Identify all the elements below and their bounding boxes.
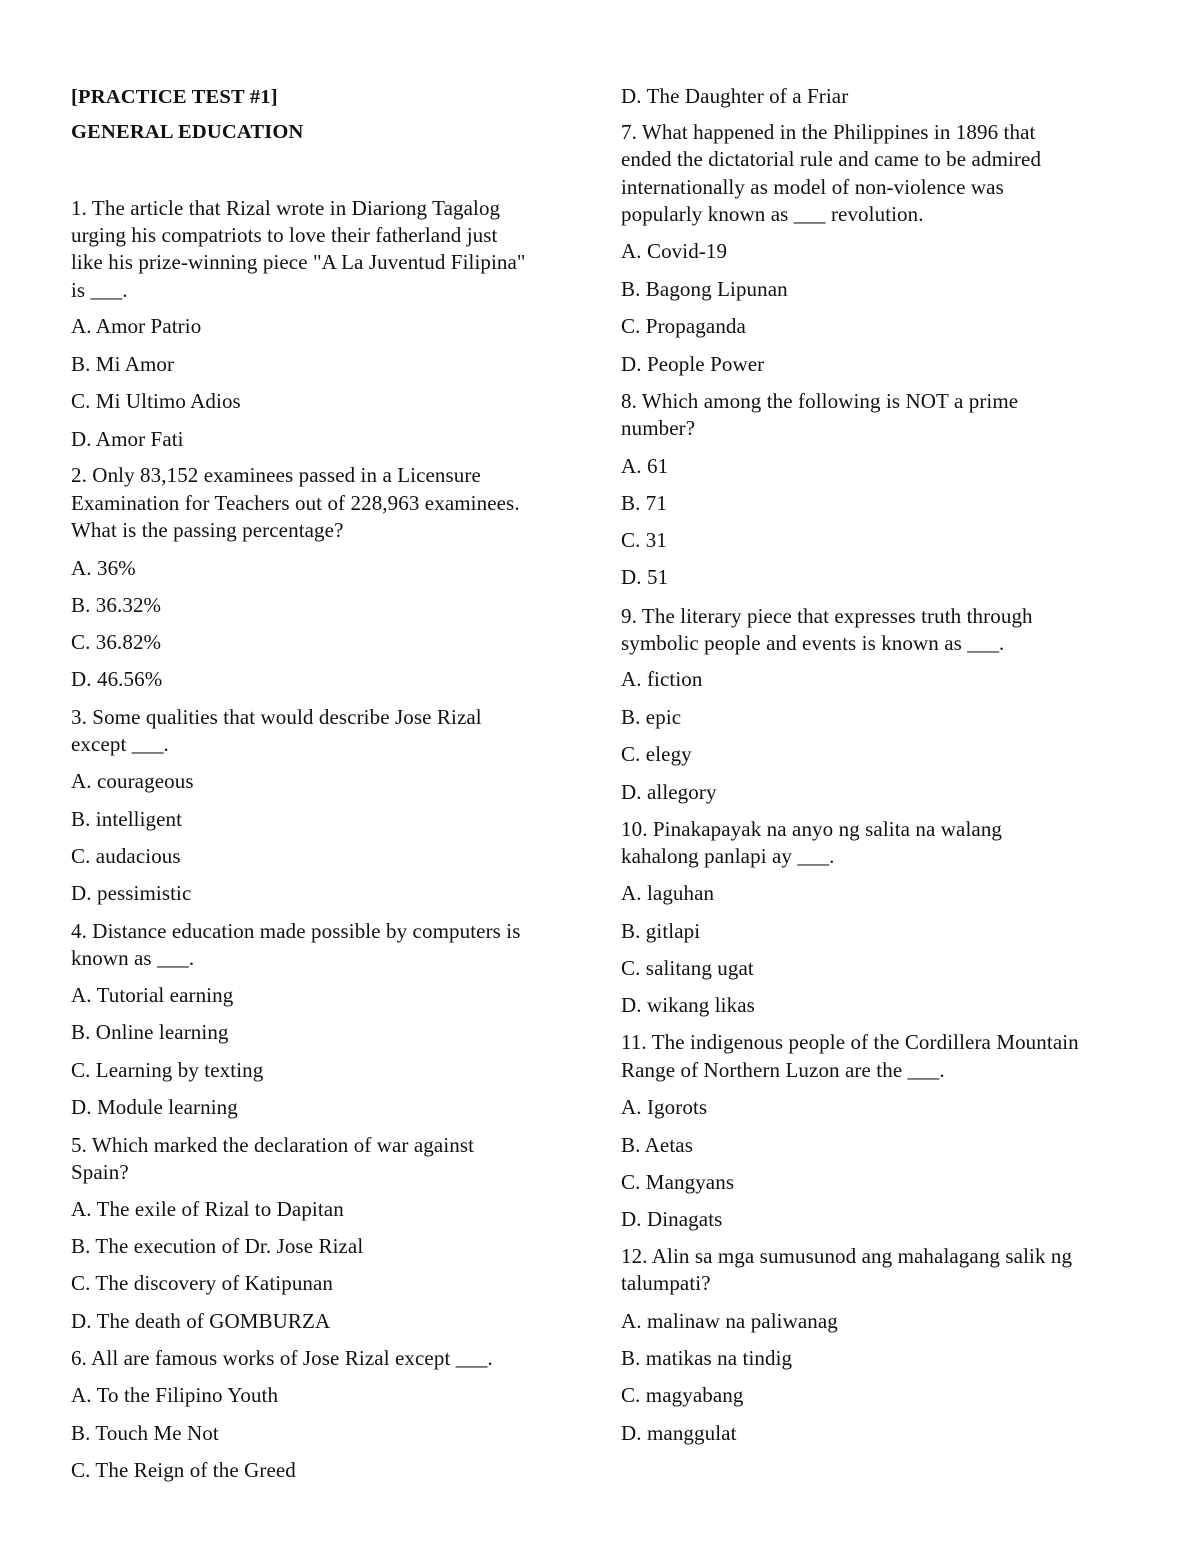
question-4-text: 4. Distance education made possible by computers is	[71, 919, 521, 943]
question-2-text: What is the passing percentage?	[71, 518, 344, 542]
question-5-text: 5. Which marked the declaration of war against	[71, 1133, 475, 1157]
question-2-option: C. 36.82%	[71, 630, 162, 654]
question-11-option: C. Mangyans	[621, 1170, 735, 1194]
question-6-option: D. The Daughter of a Friar	[621, 84, 849, 108]
question-12-option: D. manggulat	[621, 1421, 737, 1445]
question-6-option: B. Touch Me Not	[71, 1421, 219, 1445]
question-3-text: 3. Some qualities that would describe Jose Rizal	[71, 705, 482, 729]
question-3-option: D. pessimistic	[71, 881, 192, 905]
question-4-option: D. Module learning	[71, 1095, 238, 1119]
question-4-option: C. Learning by texting	[71, 1058, 264, 1082]
question-7-option: B. Bagong Lipunan	[621, 277, 788, 301]
question-1-option: B. Mi Amor	[71, 352, 175, 376]
question-11-option: D. Dinagats	[621, 1207, 723, 1231]
question-8-option: D. 51	[621, 565, 669, 589]
question-3-option: A. courageous	[71, 769, 194, 793]
question-4-option: B. Online learning	[71, 1020, 229, 1044]
question-7-text: 7. What happened in the Philippines in 1896 that	[621, 120, 1036, 144]
question-1-text: urging his compatriots to love their fatherland just	[71, 223, 498, 247]
question-3-option: B. intelligent	[71, 807, 183, 831]
question-5-option: D. The death of GOMBURZA	[71, 1309, 331, 1333]
question-10-text: kahalong panlapi ay ___.	[621, 844, 835, 868]
question-12-option: A. malinaw na paliwanag	[621, 1309, 838, 1333]
question-9-option: D. allegory	[621, 780, 717, 804]
question-2-text: Examination for Teachers out of 228,963 examinees.	[71, 491, 520, 515]
question-1-option: A. Amor Patrio	[71, 314, 202, 338]
question-12-option: C. magyabang	[621, 1383, 744, 1407]
question-9-option: A. fiction	[621, 667, 703, 691]
question-8-option: A. 61	[621, 454, 669, 478]
question-7-option: D. People Power	[621, 352, 765, 376]
question-2-option: A. 36%	[71, 556, 136, 580]
question-3-option: C. audacious	[71, 844, 181, 868]
question-6-option: A. To the Filipino Youth	[71, 1383, 279, 1407]
question-8-text: 8. Which among the following is NOT a prime	[621, 389, 1019, 413]
question-10-option: B. gitlapi	[621, 919, 701, 943]
question-7-text: popularly known as ___ revolution.	[621, 202, 924, 226]
question-5-text: Spain?	[71, 1160, 129, 1184]
question-6-text: 6. All are famous works of Jose Rizal except ___.	[71, 1346, 493, 1370]
question-11-option: A. Igorots	[621, 1095, 708, 1119]
question-2-option: B. 36.32%	[71, 593, 162, 617]
question-6-option: C. The Reign of the Greed	[71, 1458, 296, 1482]
question-1-text: is ___.	[71, 278, 128, 302]
question-1-text: 1. The article that Rizal wrote in Diariong Tagalog	[71, 196, 501, 220]
test-title: [PRACTICE TEST #1]	[71, 86, 278, 108]
question-12-text: 12. Alin sa mga sumusunod ang mahalagang salik ng	[621, 1244, 1073, 1268]
question-7-text: ended the dictatorial rule and came to be admired	[621, 147, 1042, 171]
question-7-text: internationally as model of non-violence was	[621, 175, 1004, 199]
question-4-text: known as ___.	[71, 946, 195, 970]
question-7-option: A. Covid-19	[621, 239, 728, 263]
question-7-option: C. Propaganda	[621, 314, 746, 338]
question-8-text: number?	[621, 416, 696, 440]
question-11-text: Range of Northern Luzon are the ___.	[621, 1058, 945, 1082]
question-10-option: D. wikang likas	[621, 993, 755, 1017]
question-2-option: D. 46.56%	[71, 667, 163, 691]
question-1-option: C. Mi Ultimo Adios	[71, 389, 241, 413]
question-5-option: A. The exile of Rizal to Dapitan	[71, 1197, 344, 1221]
question-1-text: like his prize-winning piece "A La Juventud Filipina"	[71, 250, 526, 274]
question-5-option: B. The execution of Dr. Jose Rizal	[71, 1234, 364, 1258]
question-12-option: B. matikas na tindig	[621, 1346, 793, 1370]
subject-heading: GENERAL EDUCATION	[71, 121, 304, 143]
question-5-option: C. The discovery of Katipunan	[71, 1271, 334, 1295]
question-10-option: A. laguhan	[621, 881, 715, 905]
question-8-option: C. 31	[621, 528, 668, 552]
question-4-option: A. Tutorial earning	[71, 983, 234, 1007]
question-9-option: C. elegy	[621, 742, 692, 766]
question-9-text: symbolic people and events is known as ___.	[621, 631, 1005, 655]
question-8-option: B. 71	[621, 491, 668, 515]
question-3-text: except ___.	[71, 732, 169, 756]
question-11-text: 11. The indigenous people of the Cordillera Mountain	[621, 1030, 1079, 1054]
question-12-text: talumpati?	[621, 1271, 711, 1295]
question-11-option: B. Aetas	[621, 1133, 693, 1157]
question-9-option: B. epic	[621, 705, 682, 729]
question-10-text: 10. Pinakapayak na anyo ng salita na walang	[621, 817, 1003, 841]
question-1-option: D. Amor Fati	[71, 427, 184, 451]
question-9-text: 9. The literary piece that expresses truth through	[621, 604, 1033, 628]
question-10-option: C. salitang ugat	[621, 956, 754, 980]
question-2-text: 2. Only 83,152 examinees passed in a Licensure	[71, 463, 481, 487]
